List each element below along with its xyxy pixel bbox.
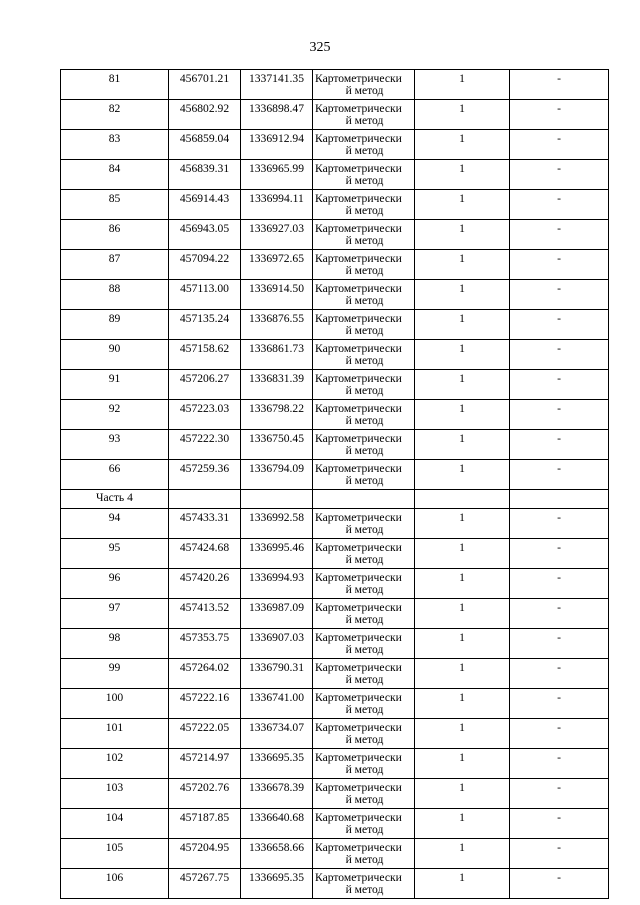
table-row <box>61 509 609 539</box>
accuracy-cell: 1 <box>415 809 510 839</box>
y-coordinate-cell: 1336798.22 <box>241 400 313 430</box>
page-number: 325 <box>309 40 331 55</box>
method-cell <box>313 659 415 689</box>
method-text-line1: Картометрически <box>315 541 402 554</box>
table-cell-empty <box>313 490 415 509</box>
x-coordinate-cell: 456943.05 <box>169 220 241 250</box>
note-cell: - <box>510 250 609 280</box>
accuracy-cell: 1 <box>415 310 510 340</box>
table-row <box>61 280 609 310</box>
method-text-line2: й метод <box>345 703 384 716</box>
point-number-cell: 91 <box>61 370 169 400</box>
method-text-line1: Картометрически <box>315 72 402 85</box>
method-text-line1: Картометрически <box>315 871 402 884</box>
accuracy-cell: 1 <box>415 869 510 899</box>
point-number-cell: 106 <box>61 869 169 899</box>
method-text-line2: й метод <box>345 444 384 457</box>
note-cell: - <box>510 100 609 130</box>
accuracy-cell: 1 <box>415 190 510 220</box>
method-text-line1: Картометрически <box>315 282 402 295</box>
method-text-line2: й метод <box>345 643 384 656</box>
y-coordinate-cell: 1337141.35 <box>241 70 313 100</box>
x-coordinate-cell: 456914.43 <box>169 190 241 220</box>
method-text-line1: Картометрически <box>315 252 402 265</box>
accuracy-cell: 1 <box>415 569 510 599</box>
note-cell: - <box>510 689 609 719</box>
accuracy-cell: 1 <box>415 749 510 779</box>
accuracy-cell: 1 <box>415 629 510 659</box>
note-cell: - <box>510 659 609 689</box>
note-cell: - <box>510 460 609 490</box>
table-cell-empty <box>510 490 609 509</box>
y-coordinate-cell: 1336695.35 <box>241 749 313 779</box>
x-coordinate-cell: 457420.26 <box>169 569 241 599</box>
y-coordinate-cell: 1336678.39 <box>241 779 313 809</box>
table-row <box>61 869 609 899</box>
method-cell <box>313 509 415 539</box>
point-number-cell: 95 <box>61 539 169 569</box>
y-coordinate-cell: 1336994.93 <box>241 569 313 599</box>
method-text-line1: Картометрически <box>315 691 402 704</box>
method-text-line1: Картометрически <box>315 342 402 355</box>
accuracy-cell: 1 <box>415 539 510 569</box>
note-cell: - <box>510 839 609 869</box>
y-coordinate-cell: 1336861.73 <box>241 340 313 370</box>
point-number-cell: 93 <box>61 430 169 460</box>
method-text-line1: Картометрически <box>315 511 402 524</box>
point-number-cell: 87 <box>61 250 169 280</box>
table-row <box>61 779 609 809</box>
method-cell <box>313 220 415 250</box>
accuracy-cell: 1 <box>415 509 510 539</box>
accuracy-cell: 1 <box>415 460 510 490</box>
method-text-line1: Картометрически <box>315 721 402 734</box>
x-coordinate-cell: 457433.31 <box>169 509 241 539</box>
y-coordinate-cell: 1336994.11 <box>241 190 313 220</box>
x-coordinate-cell: 457202.76 <box>169 779 241 809</box>
method-text-line1: Картометрически <box>315 222 402 235</box>
accuracy-cell: 1 <box>415 130 510 160</box>
y-coordinate-cell: 1336831.39 <box>241 370 313 400</box>
table-row <box>61 689 609 719</box>
method-cell <box>313 190 415 220</box>
method-text-line2: й метод <box>345 144 384 157</box>
y-coordinate-cell: 1336790.31 <box>241 659 313 689</box>
method-text-line2: й метод <box>345 294 384 307</box>
accuracy-cell: 1 <box>415 430 510 460</box>
method-text-line2: й метод <box>345 264 384 277</box>
method-cell <box>313 869 415 899</box>
method-cell <box>313 280 415 310</box>
accuracy-cell: 1 <box>415 779 510 809</box>
method-text-line1: Картометрически <box>315 631 402 644</box>
method-cell <box>313 599 415 629</box>
method-cell <box>313 629 415 659</box>
x-coordinate-cell: 457094.22 <box>169 250 241 280</box>
table-row <box>61 629 609 659</box>
y-coordinate-cell: 1336695.35 <box>241 869 313 899</box>
accuracy-cell: 1 <box>415 220 510 250</box>
note-cell: - <box>510 599 609 629</box>
point-number-cell: 88 <box>61 280 169 310</box>
method-text-line1: Картометрически <box>315 462 402 475</box>
method-cell <box>313 809 415 839</box>
table-row <box>61 599 609 629</box>
table-row <box>61 460 609 490</box>
table-cell-empty <box>241 490 313 509</box>
method-text-line1: Картометрически <box>315 102 402 115</box>
table-row <box>61 100 609 130</box>
y-coordinate-cell: 1336965.99 <box>241 160 313 190</box>
y-coordinate-cell: 1336927.03 <box>241 220 313 250</box>
method-text-line2: й метод <box>345 883 384 896</box>
method-text-line2: й метод <box>345 553 384 566</box>
accuracy-cell: 1 <box>415 839 510 869</box>
point-number-cell: 84 <box>61 160 169 190</box>
method-cell <box>313 719 415 749</box>
method-cell <box>313 130 415 160</box>
y-coordinate-cell: 1336750.45 <box>241 430 313 460</box>
method-text-line2: й метод <box>345 414 384 427</box>
note-cell: - <box>510 190 609 220</box>
accuracy-cell: 1 <box>415 370 510 400</box>
point-number-cell: 85 <box>61 190 169 220</box>
y-coordinate-cell: 1336876.55 <box>241 310 313 340</box>
note-cell: - <box>510 719 609 749</box>
method-text-line1: Картометрически <box>315 781 402 794</box>
note-cell: - <box>510 70 609 100</box>
point-number-cell: 98 <box>61 629 169 659</box>
method-text-line1: Картометрически <box>315 402 402 415</box>
note-cell: - <box>510 749 609 779</box>
x-coordinate-cell: 456839.31 <box>169 160 241 190</box>
method-cell <box>313 839 415 869</box>
method-cell <box>313 430 415 460</box>
table-cell-empty <box>169 490 241 509</box>
point-number-cell: 92 <box>61 400 169 430</box>
y-coordinate-cell: 1336794.09 <box>241 460 313 490</box>
x-coordinate-cell: 457222.16 <box>169 689 241 719</box>
note-cell: - <box>510 779 609 809</box>
x-coordinate-cell: 457113.00 <box>169 280 241 310</box>
method-text-line1: Картометрически <box>315 192 402 205</box>
method-text-line2: й метод <box>345 174 384 187</box>
x-coordinate-cell: 456859.04 <box>169 130 241 160</box>
method-text-line2: й метод <box>345 613 384 626</box>
method-text-line1: Картометрически <box>315 661 402 674</box>
method-cell <box>313 400 415 430</box>
table-row <box>61 539 609 569</box>
method-cell <box>313 749 415 779</box>
method-text-line2: й метод <box>345 823 384 836</box>
x-coordinate-cell: 456802.92 <box>169 100 241 130</box>
method-cell <box>313 689 415 719</box>
point-number-cell: 104 <box>61 809 169 839</box>
x-coordinate-cell: 456701.21 <box>169 70 241 100</box>
point-number-cell: 82 <box>61 100 169 130</box>
y-coordinate-cell: 1336741.00 <box>241 689 313 719</box>
x-coordinate-cell: 457206.27 <box>169 370 241 400</box>
accuracy-cell: 1 <box>415 70 510 100</box>
y-coordinate-cell: 1336734.07 <box>241 719 313 749</box>
method-text-line2: й метод <box>345 474 384 487</box>
method-text-line2: й метод <box>345 234 384 247</box>
method-text-line1: Картометрически <box>315 601 402 614</box>
point-number-cell: 99 <box>61 659 169 689</box>
method-text-line2: й метод <box>345 793 384 806</box>
table-row <box>61 220 609 250</box>
accuracy-cell: 1 <box>415 100 510 130</box>
method-cell <box>313 569 415 599</box>
method-text-line1: Картометрически <box>315 432 402 445</box>
method-cell <box>313 370 415 400</box>
note-cell: - <box>510 509 609 539</box>
point-number-cell: 83 <box>61 130 169 160</box>
x-coordinate-cell: 457353.75 <box>169 629 241 659</box>
table-row <box>61 400 609 430</box>
method-cell <box>313 539 415 569</box>
accuracy-cell: 1 <box>415 719 510 749</box>
note-cell: - <box>510 370 609 400</box>
method-text-line2: й метод <box>345 204 384 217</box>
method-cell <box>313 160 415 190</box>
method-text-line1: Картометрически <box>315 372 402 385</box>
method-text-line2: й метод <box>345 324 384 337</box>
x-coordinate-cell: 457259.36 <box>169 460 241 490</box>
note-cell: - <box>510 400 609 430</box>
table-row <box>61 70 609 100</box>
method-text-line1: Картометрически <box>315 571 402 584</box>
x-coordinate-cell: 457187.85 <box>169 809 241 839</box>
note-cell: - <box>510 809 609 839</box>
y-coordinate-cell: 1336992.58 <box>241 509 313 539</box>
point-number-cell: 96 <box>61 569 169 599</box>
note-cell: - <box>510 569 609 599</box>
accuracy-cell: 1 <box>415 250 510 280</box>
table-row <box>61 250 609 280</box>
x-coordinate-cell: 457214.97 <box>169 749 241 779</box>
table-row <box>61 749 609 779</box>
table-row <box>61 659 609 689</box>
method-text-line1: Картометрически <box>315 312 402 325</box>
method-text-line2: й метод <box>345 384 384 397</box>
method-text-line1: Картометрически <box>315 751 402 764</box>
method-text-line2: й метод <box>345 673 384 686</box>
y-coordinate-cell: 1336640.68 <box>241 809 313 839</box>
method-cell <box>313 250 415 280</box>
point-number-cell: 102 <box>61 749 169 779</box>
method-text-line1: Картометрически <box>315 841 402 854</box>
note-cell: - <box>510 430 609 460</box>
y-coordinate-cell: 1336972.65 <box>241 250 313 280</box>
accuracy-cell: 1 <box>415 400 510 430</box>
point-number-cell: 105 <box>61 839 169 869</box>
method-text-line2: й метод <box>345 763 384 776</box>
table-row <box>61 839 609 869</box>
table-row <box>61 160 609 190</box>
y-coordinate-cell: 1336658.66 <box>241 839 313 869</box>
note-cell: - <box>510 869 609 899</box>
table-cell-empty <box>415 490 510 509</box>
y-coordinate-cell: 1336907.03 <box>241 629 313 659</box>
x-coordinate-cell: 457135.24 <box>169 310 241 340</box>
point-number-cell: 103 <box>61 779 169 809</box>
table-row <box>61 310 609 340</box>
accuracy-cell: 1 <box>415 689 510 719</box>
method-text-line2: й метод <box>345 583 384 596</box>
accuracy-cell: 1 <box>415 599 510 629</box>
x-coordinate-cell: 457222.30 <box>169 430 241 460</box>
table-row <box>61 190 609 220</box>
method-cell <box>313 779 415 809</box>
method-cell <box>313 70 415 100</box>
y-coordinate-cell: 1336987.09 <box>241 599 313 629</box>
y-coordinate-cell: 1336995.46 <box>241 539 313 569</box>
x-coordinate-cell: 457413.52 <box>169 599 241 629</box>
note-cell: - <box>510 340 609 370</box>
point-number-cell: 86 <box>61 220 169 250</box>
table-row <box>61 569 609 599</box>
accuracy-cell: 1 <box>415 280 510 310</box>
note-cell: - <box>510 160 609 190</box>
y-coordinate-cell: 1336914.50 <box>241 280 313 310</box>
method-text-line1: Картометрически <box>315 132 402 145</box>
method-cell <box>313 310 415 340</box>
method-text-line2: й метод <box>345 114 384 127</box>
point-number-cell: 94 <box>61 509 169 539</box>
y-coordinate-cell: 1336912.94 <box>241 130 313 160</box>
method-cell <box>313 340 415 370</box>
accuracy-cell: 1 <box>415 340 510 370</box>
x-coordinate-cell: 457222.05 <box>169 719 241 749</box>
method-text-line2: й метод <box>345 853 384 866</box>
method-text-line2: й метод <box>345 84 384 97</box>
x-coordinate-cell: 457158.62 <box>169 340 241 370</box>
table-row <box>61 370 609 400</box>
method-cell <box>313 460 415 490</box>
part-label: Часть 4 <box>61 490 169 509</box>
point-number-cell: 89 <box>61 310 169 340</box>
method-text-line1: Картометрически <box>315 811 402 824</box>
point-number-cell: 97 <box>61 599 169 629</box>
method-text-line2: й метод <box>345 523 384 536</box>
method-cell <box>313 100 415 130</box>
part-header-row <box>61 490 609 509</box>
coordinates-table <box>60 69 609 899</box>
point-number-cell: 66 <box>61 460 169 490</box>
method-text-line2: й метод <box>345 733 384 746</box>
y-coordinate-cell: 1336898.47 <box>241 100 313 130</box>
accuracy-cell: 1 <box>415 160 510 190</box>
x-coordinate-cell: 457204.95 <box>169 839 241 869</box>
table-row <box>61 719 609 749</box>
x-coordinate-cell: 457424.68 <box>169 539 241 569</box>
table-row <box>61 340 609 370</box>
note-cell: - <box>510 220 609 250</box>
note-cell: - <box>510 310 609 340</box>
x-coordinate-cell: 457264.02 <box>169 659 241 689</box>
note-cell: - <box>510 280 609 310</box>
note-cell: - <box>510 629 609 659</box>
x-coordinate-cell: 457223.03 <box>169 400 241 430</box>
point-number-cell: 90 <box>61 340 169 370</box>
point-number-cell: 101 <box>61 719 169 749</box>
table-row <box>61 809 609 839</box>
note-cell: - <box>510 130 609 160</box>
table-row <box>61 130 609 160</box>
method-text-line2: й метод <box>345 354 384 367</box>
accuracy-cell: 1 <box>415 659 510 689</box>
method-text-line1: Картометрически <box>315 162 402 175</box>
note-cell: - <box>510 539 609 569</box>
point-number-cell: 81 <box>61 70 169 100</box>
table-row <box>61 430 609 460</box>
x-coordinate-cell: 457267.75 <box>169 869 241 899</box>
point-number-cell: 100 <box>61 689 169 719</box>
